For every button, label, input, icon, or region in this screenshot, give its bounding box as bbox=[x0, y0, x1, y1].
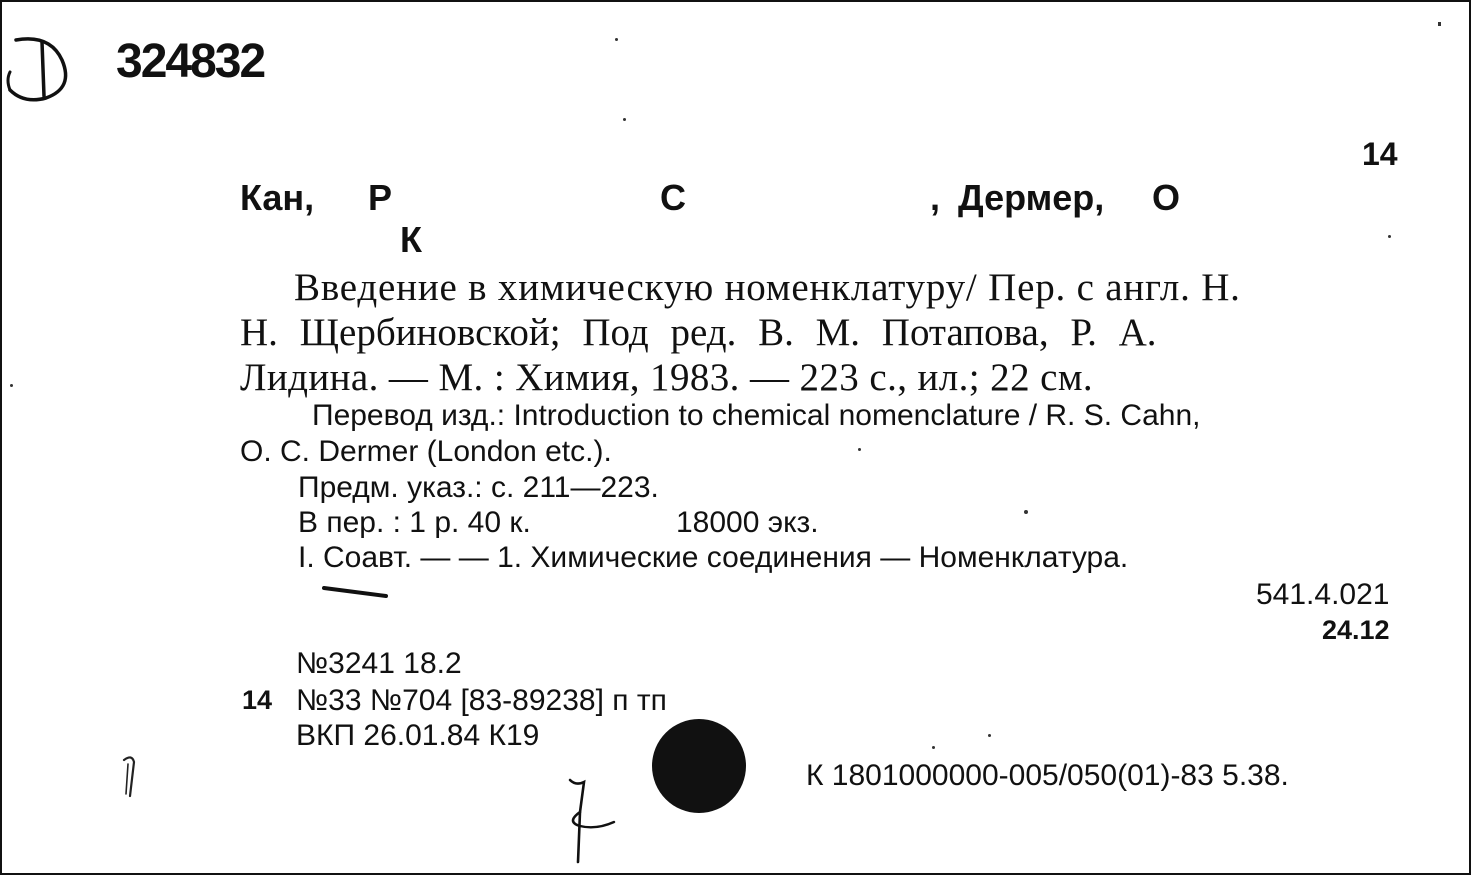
inventory-number: 324832 bbox=[116, 35, 265, 88]
circled-d-mark bbox=[2, 22, 92, 132]
vkp-line: ВКП 26.01.84 К19 bbox=[296, 719, 540, 752]
speck bbox=[1388, 235, 1391, 238]
punch-hole bbox=[652, 719, 746, 813]
translation-note-1: Перевод изд.: Introduction to chemical nomenclature / R. S. Cahn, bbox=[312, 399, 1201, 432]
speck bbox=[1024, 510, 1028, 514]
coauthor-surname: Дермер, bbox=[958, 177, 1105, 218]
subject-index-note: Предм. указ.: с. 211—223. bbox=[298, 471, 659, 504]
order-line: №3241 18.2 bbox=[296, 647, 462, 680]
speck bbox=[988, 734, 991, 737]
author-initial-r: Р bbox=[368, 177, 393, 218]
description-line-2: Н. Щербиновской; Под ред. В. М. Потапова, Р. А. bbox=[240, 311, 1157, 354]
speck bbox=[10, 384, 13, 387]
handwritten-mark-7 bbox=[560, 772, 630, 872]
author-initial-s: С bbox=[660, 177, 686, 218]
description-line-1: Введение в химическую номенклатуру/ Пер. с англ. Н. bbox=[294, 266, 1241, 309]
shelf-number: 14 bbox=[1362, 136, 1398, 172]
description-line-3: Лидина. — М. : Химия, 1983. — 223 с., ил.; 22 см. bbox=[240, 356, 1094, 399]
udc-index: 541.4.021 bbox=[1256, 578, 1390, 611]
price-note: В пер. : 1 р. 40 к. bbox=[298, 506, 531, 539]
service-line-2: №33 №704 [83-89238] п тп bbox=[296, 684, 667, 717]
speck bbox=[623, 118, 626, 121]
translation-note-2: O. C. Dermer (London etc.). bbox=[240, 435, 612, 468]
speck bbox=[858, 448, 861, 451]
author-initial-k: К bbox=[400, 219, 422, 260]
speck bbox=[1438, 22, 1441, 26]
service-line-prefix: 14 bbox=[242, 685, 273, 715]
coauthor-initial: О bbox=[1152, 177, 1181, 218]
publication-code: К 1801000000-005/050(01)-83 5.38. bbox=[806, 759, 1289, 792]
handwritten-mark-1 bbox=[114, 752, 144, 802]
hand-underline bbox=[320, 580, 400, 600]
author-surname: Кан, bbox=[240, 177, 315, 218]
speck bbox=[932, 746, 935, 749]
author-separator: , bbox=[930, 177, 941, 218]
bbk-index: 24.12 bbox=[1322, 615, 1390, 645]
tracings-note: I. Соавт. — — 1. Химические соединения — Номенклатура. bbox=[298, 541, 1129, 574]
print-run-note: 18000 экз. bbox=[676, 506, 819, 539]
speck bbox=[615, 38, 618, 41]
